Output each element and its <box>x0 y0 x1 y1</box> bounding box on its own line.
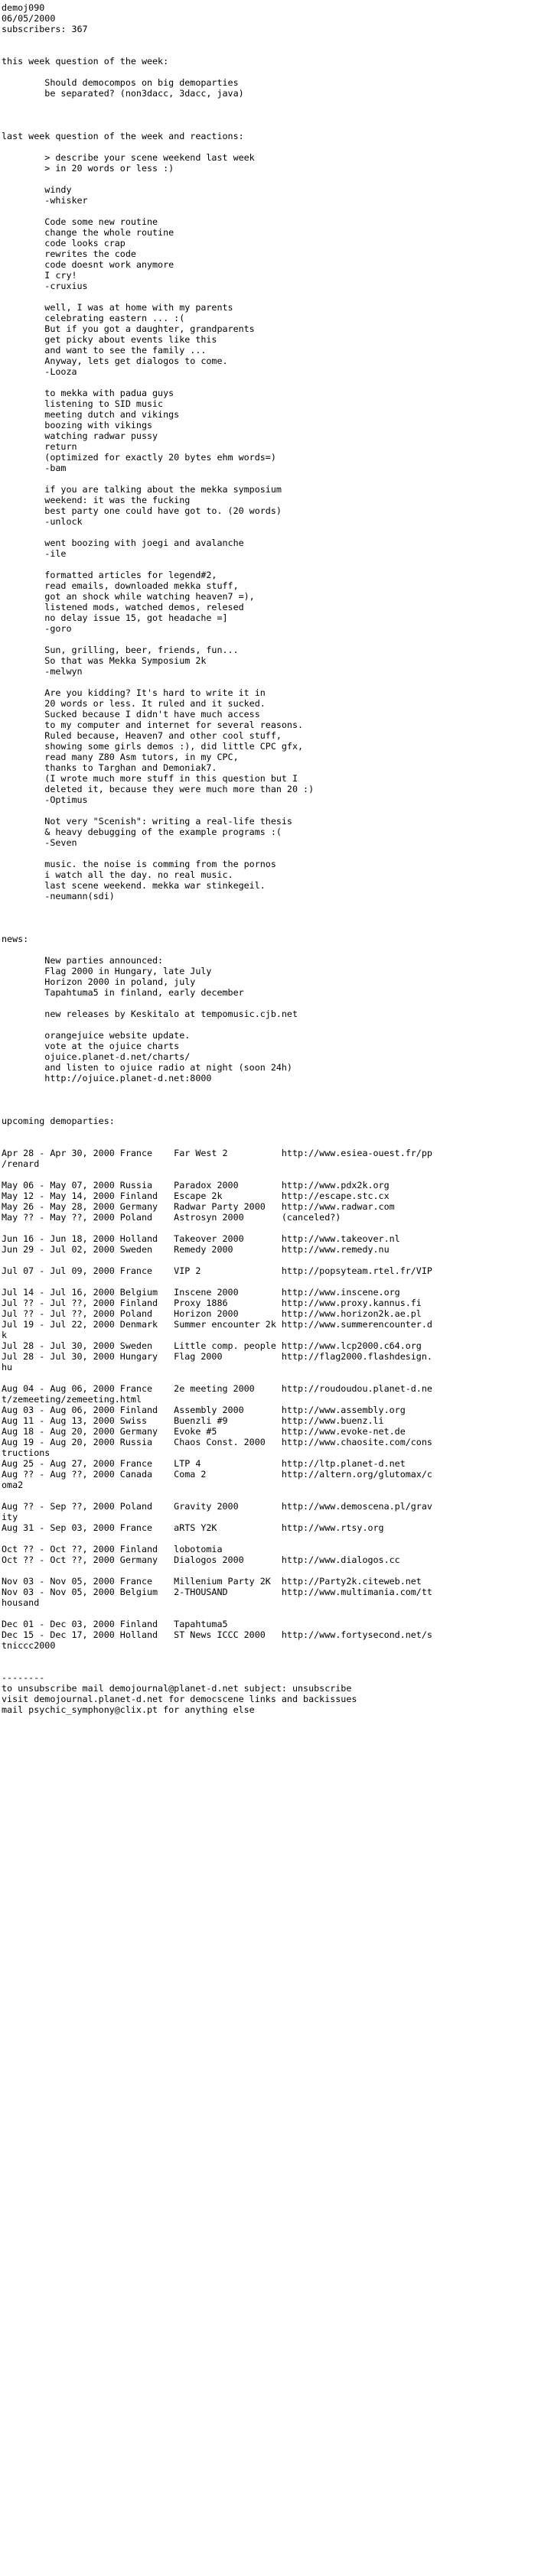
party-row: Jun 16 - Jun 18, 2000 Holland Takeover 2000 http://www.takeover.nl <box>2 1233 400 1244</box>
party-row: Jul 19 - Jul 22, 2000 Denmark Summer encounter 2k http://www.summerencounter.d <box>2 1319 432 1330</box>
reaction-line: got an shock while watching heaven7 =), <box>2 591 255 602</box>
party-row: Oct ?? - Oct ??, 2000 Finland lobotomia <box>2 1544 223 1554</box>
party-row: May 26 - May 28, 2000 Germany Radwar Party 2000 http://www.radwar.com <box>2 1201 395 1212</box>
question-line: be separated? (non3dacc, 3dacc, java) <box>2 88 244 99</box>
reaction-line: -goro <box>2 623 72 634</box>
news-line <box>2 998 551 1009</box>
blank-line <box>2 944 551 955</box>
reaction-line: -Looza <box>2 366 77 377</box>
party-row: /renard <box>2 1158 40 1169</box>
party-row: oma2 <box>2 1480 24 1490</box>
reaction-line: Are you kidding? It's hard to write it in <box>2 687 266 698</box>
party-row <box>2 1565 551 1576</box>
section-title-this-week: this week question of the week: <box>2 56 169 67</box>
reaction-line: to my computer and internet for several reasons. <box>2 720 304 730</box>
reaction-line: rewrites the code <box>2 249 136 259</box>
reaction-line: Sun, grilling, beer, friends, fun... <box>2 645 239 655</box>
reaction-line: -whisker <box>2 195 88 206</box>
party-row: May ?? - May ??, 2000 Poland Astrosyn 2000 (canceled?) <box>2 1212 341 1223</box>
footer-line: mail psychic_symphony@clix.pt for anything else <box>2 1704 255 1715</box>
reaction-line: if you are talking about the mekka symposium <box>2 484 282 495</box>
party-row <box>2 1372 551 1383</box>
reaction-line: i watch all the day. no real music. <box>2 869 233 880</box>
reaction-line <box>2 206 551 216</box>
reaction-line: deleted it, because they were much more than 20 :) <box>2 784 315 794</box>
reaction-line <box>2 848 551 859</box>
blank-line <box>2 109 551 120</box>
reaction-line: > describe your scene weekend last week <box>2 152 255 163</box>
party-row <box>2 1276 551 1287</box>
party-row: t/zemeeting/zemeeting.html <box>2 1394 142 1405</box>
blank-line <box>2 912 551 923</box>
party-row: Dec 15 - Dec 17, 2000 Holland ST News ICCC 2000 http://www.fortysecond.net/s <box>2 1629 432 1640</box>
reaction-line: thanks to Targhan and Demoniak7. <box>2 762 217 773</box>
reaction-line: showing some girls demos :), did little CPC gfx, <box>2 741 304 752</box>
blank-line <box>2 901 551 912</box>
reaction-line: Code some new routine <box>2 216 158 227</box>
party-row: Nov 03 - Nov 05, 2000 France Millenium Party 2K http://Party2k.citeweb.net <box>2 1576 422 1587</box>
reaction-line: change the whole routine <box>2 227 174 238</box>
reaction-line: Anyway, lets get dialogos to come. <box>2 356 228 366</box>
reaction-line: windy <box>2 184 72 195</box>
reaction-line <box>2 634 551 645</box>
reaction-line <box>2 559 551 570</box>
party-row: housand <box>2 1597 40 1608</box>
party-row: Apr 28 - Apr 30, 2000 France Far West 2 http://www.esiea-ouest.fr/pp <box>2 1148 432 1158</box>
reaction-line: 20 words or less. It ruled and it sucked. <box>2 698 266 709</box>
party-row: Jul ?? - Jul ??, 2000 Finland Proxy 1886 http://www.proxy.kannus.fi <box>2 1298 422 1308</box>
blank-line <box>2 923 551 934</box>
party-row: tructions <box>2 1447 51 1458</box>
news-line: Horizon 2000 in poland, july <box>2 976 196 987</box>
blank-line <box>2 1105 551 1116</box>
reaction-line: So that was Mekka Symposium 2k <box>2 655 207 666</box>
party-row <box>2 1255 551 1265</box>
reaction-line: weekend: it was the fucking <box>2 495 191 505</box>
party-row: Aug 31 - Sep 03, 2000 France aRTS Y2K http://www.rtsy.org <box>2 1522 384 1533</box>
news-line: Tapahtuma5 in finland, early december <box>2 987 244 998</box>
reaction-line <box>2 527 551 538</box>
reaction-line: code looks crap <box>2 238 126 249</box>
reaction-line: get picky about events like this <box>2 334 217 345</box>
party-row: hu <box>2 1362 13 1372</box>
blank-line <box>2 141 551 152</box>
header-line: 06/05/2000 <box>2 13 56 24</box>
reaction-line: -ile <box>2 548 67 559</box>
reaction-line <box>2 291 551 302</box>
reaction-line: no delay issue 15, got headache =] <box>2 612 228 623</box>
section-title-news: news: <box>2 934 29 944</box>
party-row: Aug 11 - Aug 13, 2000 Swiss Buenzli #9 http://www.buenz.li <box>2 1415 384 1426</box>
blank-line <box>2 1651 551 1662</box>
party-row: May 06 - May 07, 2000 Russia Paradox 2000 http://www.pdx2k.org <box>2 1180 390 1191</box>
news-line: ojuice.planet-d.net/charts/ <box>2 1051 191 1062</box>
party-row: Jul 14 - Jul 16, 2000 Belgium Inscene 2000 http://www.inscene.org <box>2 1287 400 1298</box>
reaction-line: return <box>2 441 77 452</box>
party-row <box>2 1533 551 1544</box>
party-row: Aug 25 - Aug 27, 2000 France LTP 4 http://ltp.planet-d.net <box>2 1458 406 1469</box>
party-row: Jul 28 - Jul 30, 2000 Sweden Little comp. people http://www.lcp2000.c64.org <box>2 1340 422 1351</box>
reaction-line: read many Z80 Asm tutors, in my CPC, <box>2 752 239 762</box>
party-row: Jul 07 - Jul 09, 2000 France VIP 2 http://popsyteam.rtel.fr/VIP <box>2 1265 432 1276</box>
footer-line: to unsubscribe mail demojournal@planet-d.net subject: unsubscribe <box>2 1683 352 1694</box>
reaction-line <box>2 805 551 816</box>
party-row: ity <box>2 1512 18 1522</box>
party-row: Oct ?? - Oct ??, 2000 Germany Dialogos 2000 http://www.dialogos.cc <box>2 1554 400 1565</box>
reaction-line: watching radwar pussy <box>2 430 158 441</box>
party-row: tniccc2000 <box>2 1640 56 1651</box>
blank-line <box>2 99 551 109</box>
party-row: Aug 03 - Aug 06, 2000 Finland Assembly 2000 http://www.assembly.org <box>2 1405 406 1415</box>
footer-line: visit demojournal.planet-d.net for democscene links and backissues <box>2 1694 357 1704</box>
header-line: demoj090 <box>2 2 45 13</box>
reaction-line: Not very "Scenish": writing a real-life thesis <box>2 816 292 827</box>
party-row <box>2 1169 551 1180</box>
reaction-line: (I wrote much more stuff in this question but I <box>2 773 298 784</box>
party-row: Aug 04 - Aug 06, 2000 France 2e meeting 2000 http://roudoudou.planet-d.ne <box>2 1383 432 1394</box>
party-row: Aug ?? - Sep ??, 2000 Poland Gravity 2000 http://www.demoscena.pl/grav <box>2 1501 432 1512</box>
party-row: Aug 19 - Aug 20, 2000 Russia Chaos Const. 2000 http://www.chaosite.com/cons <box>2 1437 432 1447</box>
reaction-line: code doesnt work anymore <box>2 259 174 270</box>
party-row: Aug ?? - Aug ??, 2000 Canada Coma 2 http://altern.org/glutomax/c <box>2 1469 432 1480</box>
reaction-line: last scene weekend. mekka war stinkegeil. <box>2 880 266 891</box>
news-line: vote at the ojuice charts <box>2 1041 180 1051</box>
header-line: subscribers: 367 <box>2 24 88 34</box>
reaction-line: > in 20 words or less :) <box>2 163 174 174</box>
reaction-line: -Seven <box>2 837 77 848</box>
reaction-line: boozing with vikings <box>2 420 153 430</box>
reaction-line: music. the noise is comming from the pornos <box>2 859 276 869</box>
reaction-line: -Optimus <box>2 794 88 805</box>
party-row: May 12 - May 14, 2000 Finland Escape 2k http://escape.stc.cx <box>2 1191 390 1201</box>
reaction-line <box>2 174 551 184</box>
blank-line <box>2 1094 551 1105</box>
blank-line <box>2 1662 551 1672</box>
party-row: Nov 03 - Nov 05, 2000 Belgium 2-THOUSAND http://www.multimania.com/tt <box>2 1587 432 1597</box>
blank-line <box>2 45 551 56</box>
blank-line <box>2 1137 551 1148</box>
blank-line <box>2 34 551 45</box>
party-row: Jul 28 - Jul 30, 2000 Hungary Flag 2000 http://flag2000.flashdesign. <box>2 1351 432 1362</box>
reaction-line: and want to see the family ... <box>2 345 207 356</box>
reaction-line: I cry! <box>2 270 77 281</box>
reaction-line: to mekka with padua guys <box>2 388 174 398</box>
blank-line <box>2 120 551 131</box>
section-title-last-week: last week question of the week and reactions: <box>2 131 244 141</box>
reaction-line: But if you got a daughter, grandparents <box>2 323 255 334</box>
reaction-line: listened mods, watched demos, relesed <box>2 602 244 612</box>
reaction-line: (optimized for exactly 20 bytes ehm words=) <box>2 452 276 463</box>
blank-line <box>2 67 551 77</box>
reaction-line: Ruled because, Heaven7 and other cool stuff, <box>2 730 282 741</box>
news-line: Flag 2000 in Hungary, late July <box>2 966 212 976</box>
reaction-line: read emails, downloaded mekka stuff, <box>2 580 239 591</box>
reaction-line: well, I was at home with my parents <box>2 302 233 313</box>
reaction-line <box>2 677 551 687</box>
reaction-line: listening to SID music <box>2 398 164 409</box>
reaction-line: meeting dutch and vikings <box>2 409 180 420</box>
reaction-line: -melwyn <box>2 666 83 677</box>
reaction-line: -unlock <box>2 516 83 527</box>
news-line: new releases by Keskitalo at tempomusic.cjb.net <box>2 1009 298 1019</box>
reaction-line: & heavy debugging of the example programs :( <box>2 827 282 837</box>
footer-separator: -------- <box>2 1672 45 1683</box>
party-row <box>2 1223 551 1233</box>
reaction-line: formatted articles for legend#2, <box>2 570 217 580</box>
news-line: http://ojuice.planet-d.net:8000 <box>2 1073 212 1083</box>
reaction-line: -cruxius <box>2 281 88 291</box>
party-row: k <box>2 1330 8 1340</box>
news-line <box>2 1019 551 1030</box>
news-line: orangejuice website update. <box>2 1030 191 1041</box>
reaction-line: celebrating eastern ... :( <box>2 313 185 323</box>
party-row <box>2 1608 551 1619</box>
reaction-line: Sucked because I didn't have much access <box>2 709 260 720</box>
party-row: Jun 29 - Jul 02, 2000 Sweden Remedy 2000 http://www.remedy.nu <box>2 1244 390 1255</box>
reaction-line: went boozing with joegi and avalanche <box>2 538 244 548</box>
reaction-line <box>2 377 551 388</box>
question-line: Should democompos on big demoparties <box>2 77 239 88</box>
blank-line <box>2 1083 551 1094</box>
reaction-line <box>2 473 551 484</box>
reaction-line: -bam <box>2 463 67 473</box>
party-row: Dec 01 - Dec 03, 2000 Finland Tapahtuma5 <box>2 1619 228 1629</box>
news-line: and listen to ojuice radio at night (soon 24h) <box>2 1062 292 1073</box>
section-title-upcoming: upcoming demoparties: <box>2 1116 115 1126</box>
reaction-line: best party one could have got to. (20 words) <box>2 505 282 516</box>
reaction-line: -neumann(sdi) <box>2 891 115 901</box>
party-row <box>2 1490 551 1501</box>
news-line: New parties announced: <box>2 955 164 966</box>
party-row: Aug 18 - Aug 20, 2000 Germany Evoke #5 http://www.evoke-net.de <box>2 1426 406 1437</box>
party-row: Jul ?? - Jul ??, 2000 Poland Horizon 2000 http://www.horizon2k.ae.pl <box>2 1308 422 1319</box>
blank-line <box>2 1126 551 1137</box>
